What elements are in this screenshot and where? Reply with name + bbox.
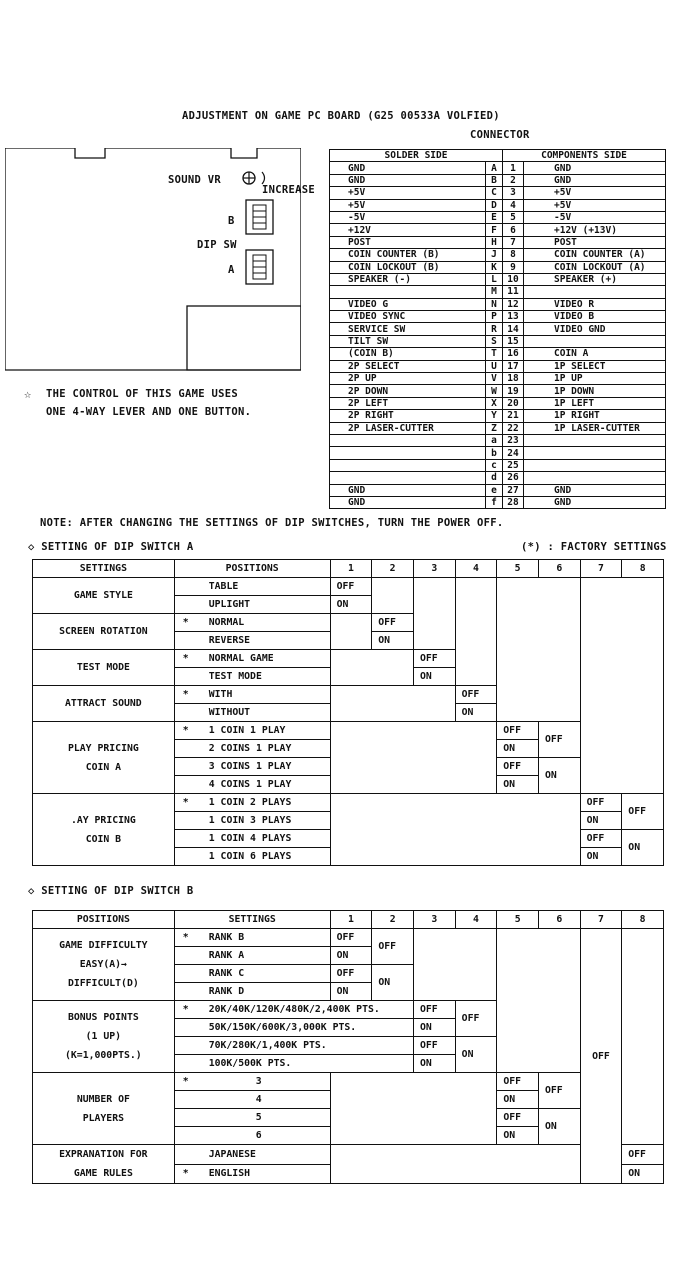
cell-value: OFF	[330, 965, 372, 983]
cell-value: OFF	[413, 650, 455, 668]
cell-value: OFF	[455, 1001, 497, 1037]
component-pin: 6	[503, 224, 524, 236]
solder-side-signal: 2P LASER-CUTTER	[330, 422, 486, 434]
component-pin: 3	[503, 187, 524, 199]
solder-side-signal: SERVICE SW	[330, 323, 486, 335]
cell-value: ON	[455, 704, 497, 722]
solder-side-signal: 2P DOWN	[330, 385, 486, 397]
component-side-signal: VIDEO B	[524, 311, 666, 323]
dip-switch-b-icon	[246, 200, 273, 234]
connector-header-row	[330, 150, 666, 162]
solder-pin: U	[486, 360, 503, 372]
cell-value: ON	[330, 596, 372, 614]
component-pin: 12	[503, 298, 524, 310]
component-pin: 22	[503, 422, 524, 434]
control-note-line1: THE CONTROL OF THIS GAME USES	[46, 388, 239, 400]
solder-pin: Y	[486, 410, 503, 422]
connector-row	[330, 286, 666, 298]
option-coin-a-3: 3 COINS 1 PLAY	[174, 758, 330, 776]
solder-side-signal: 2P RIGHT	[330, 410, 486, 422]
solder-pin: a	[486, 434, 503, 446]
component-pin: 14	[503, 323, 524, 335]
option-coin-b-1: * 1 COIN 2 PLAYS	[174, 794, 330, 812]
solder-pin: H	[486, 236, 503, 248]
cell-value: ON	[538, 1109, 580, 1145]
option-coin-b-4: 1 COIN 6 PLAYS	[174, 848, 330, 866]
solder-side-signal: 2P LEFT	[330, 397, 486, 409]
solder-side-signal: COIN COUNTER (B)	[330, 249, 486, 261]
cell-value: ON	[622, 1164, 664, 1184]
connector-row	[330, 298, 666, 310]
table-row	[33, 794, 664, 812]
table-row	[33, 560, 664, 578]
cell-value: OFF	[372, 614, 414, 632]
cell-value: ON	[497, 740, 539, 758]
component-side-signal: +12V (+13V)	[524, 224, 666, 236]
solder-pin: e	[486, 484, 503, 496]
cell-value: ON	[580, 812, 622, 830]
cell-value: OFF	[580, 929, 622, 1184]
solder-side-signal: POST	[330, 236, 486, 248]
solder-pin: D	[486, 199, 503, 211]
switch-1-header: 1	[330, 911, 372, 929]
option-japanese: JAPANESE	[174, 1145, 330, 1165]
solder-pin: d	[486, 472, 503, 484]
component-pin: 18	[503, 373, 524, 385]
solder-side-signal	[330, 472, 486, 484]
table-row	[33, 578, 664, 596]
component-pin: 16	[503, 348, 524, 360]
switch-7-header: 7	[580, 560, 622, 578]
solder-side-signal: 2P SELECT	[330, 360, 486, 372]
game-style-label: GAME STYLE	[33, 578, 175, 614]
connector-row	[330, 397, 666, 409]
option-rank-c: RANK C	[174, 965, 330, 983]
dip-sw-label: DIP SW	[197, 239, 237, 251]
component-pin: 13	[503, 311, 524, 323]
component-side-signal	[524, 459, 666, 471]
pc-board-diagram	[5, 148, 301, 372]
cell-value: OFF	[497, 1109, 539, 1127]
option-players-5: 5	[174, 1109, 330, 1127]
option-table: TABLE	[174, 578, 330, 596]
solder-pin: J	[486, 249, 503, 261]
solder-pin: E	[486, 211, 503, 223]
option-test-mode: TEST MODE	[174, 668, 330, 686]
connector-row	[330, 249, 666, 261]
cell-value: ON	[455, 1037, 497, 1073]
increase-label: INCREASE	[262, 184, 315, 196]
solder-pin: C	[486, 187, 503, 199]
switch-1-header: 1	[330, 560, 372, 578]
option-coin-a-2: 2 COINS 1 PLAY	[174, 740, 330, 758]
option-coin-a-4: 4 COINS 1 PLAY	[174, 776, 330, 794]
switch-3-header: 3	[414, 911, 456, 929]
option-coin-a-1: * 1 COIN 1 PLAY	[174, 722, 330, 740]
cell-value: ON	[580, 848, 622, 866]
solder-pin: A	[486, 162, 503, 174]
component-side-signal: -5V	[524, 211, 666, 223]
component-side-signal: 1P RIGHT	[524, 410, 666, 422]
solder-pin: F	[486, 224, 503, 236]
solder-side-signal	[330, 286, 486, 298]
cell-value: OFF	[414, 1001, 456, 1019]
dip-switch-a-table	[32, 559, 664, 866]
screen-rotation-label: SCREEN ROTATION	[33, 614, 175, 650]
component-pin: 10	[503, 273, 524, 285]
cell-value: ON	[497, 776, 539, 794]
component-pin: 27	[503, 484, 524, 496]
cell-value: ON	[372, 965, 414, 1001]
solder-pin: Z	[486, 422, 503, 434]
connector-label: CONNECTOR	[470, 129, 530, 141]
solder-side-signal: VIDEO SYNC	[330, 311, 486, 323]
connector-row	[330, 410, 666, 422]
component-side-signal: 1P LASER-CUTTER	[524, 422, 666, 434]
solder-side-signal	[330, 434, 486, 446]
solder-pin: X	[486, 397, 503, 409]
table-row	[33, 929, 664, 947]
switch-8-header: 8	[622, 911, 664, 929]
component-side-signal: GND	[524, 484, 666, 496]
connector-row	[330, 199, 666, 211]
cell-value: OFF	[497, 722, 539, 740]
table-row	[33, 1073, 664, 1091]
solder-pin: N	[486, 298, 503, 310]
cell-value: ON	[413, 668, 455, 686]
solder-pin: T	[486, 348, 503, 360]
cell-value: OFF	[622, 1145, 664, 1165]
component-side-signal: GND	[524, 162, 666, 174]
cell-value: ON	[414, 1055, 456, 1073]
option-players-6: 6	[174, 1127, 330, 1145]
attract-sound-label: ATTRACT SOUND	[33, 686, 175, 722]
connector-row	[330, 162, 666, 174]
option-bonus-1: * 20K/40K/120K/480K/2,400K PTS.	[174, 1001, 413, 1019]
dip-a-section-title: ◇ SETTING OF DIP SWITCH A	[28, 541, 194, 553]
option-reverse: REVERSE	[174, 632, 330, 650]
solder-side-header: SOLDER SIDE	[330, 150, 503, 162]
solder-side-signal: GND	[330, 162, 486, 174]
switch-6-header: 6	[538, 911, 580, 929]
cell-value: ON	[372, 632, 414, 650]
solder-side-signal: TILT SW	[330, 335, 486, 347]
switch-8-header: 8	[622, 560, 664, 578]
solder-side-signal	[330, 459, 486, 471]
connector-row	[330, 261, 666, 273]
option-upright: UPLIGHT	[174, 596, 330, 614]
switch-7-header: 7	[580, 911, 622, 929]
test-mode-label: TEST MODE	[33, 650, 175, 686]
connector-row	[330, 459, 666, 471]
option-bonus-2: 50K/150K/600K/3,000K PTS.	[174, 1019, 413, 1037]
dip-a-label: A	[228, 264, 235, 276]
component-pin: 26	[503, 472, 524, 484]
cell-value: OFF	[497, 1073, 539, 1091]
cell-value: OFF	[414, 1037, 456, 1055]
switch-6-header: 6	[538, 560, 580, 578]
option-players-4: 4	[174, 1091, 330, 1109]
solder-pin: f	[486, 496, 503, 508]
switch-4-header: 4	[455, 911, 497, 929]
diamond-outline-icon: ◇	[28, 885, 42, 897]
cell-value: OFF	[497, 758, 539, 776]
solder-side-signal: (COIN B)	[330, 348, 486, 360]
page-title: ADJUSTMENT ON GAME PC BOARD (G25 00533A VOLFIED)	[182, 110, 500, 122]
coin-a-label: PLAY PRICING COIN A	[33, 722, 175, 794]
option-without: WITHOUT	[174, 704, 330, 722]
settings-header: SETTINGS	[174, 911, 330, 929]
solder-side-signal: GND	[330, 484, 486, 496]
dip-switch-a-icon	[246, 250, 273, 284]
diamond-outline-icon: ◇	[28, 541, 42, 553]
table-row	[33, 911, 664, 929]
cell-value: ON	[414, 1019, 456, 1037]
connector-row	[330, 434, 666, 446]
solder-side-signal: +5V	[330, 187, 486, 199]
component-pin: 24	[503, 447, 524, 459]
option-normal-game: * NORMAL GAME	[174, 650, 330, 668]
component-pin: 25	[503, 459, 524, 471]
component-pin: 1	[503, 162, 524, 174]
option-rank-a: RANK A	[174, 947, 330, 965]
connector-row	[330, 273, 666, 285]
component-side-signal: GND	[524, 496, 666, 508]
component-side-signal: 1P SELECT	[524, 360, 666, 372]
table-row	[33, 722, 664, 740]
solder-pin: W	[486, 385, 503, 397]
component-pin: 8	[503, 249, 524, 261]
component-side-signal: +5V	[524, 199, 666, 211]
option-with: * WITH	[174, 686, 330, 704]
option-bonus-3: 70K/280K/1,400K PTS.	[174, 1037, 413, 1055]
component-pin: 9	[503, 261, 524, 273]
component-side-signal	[524, 286, 666, 298]
option-rank-b: * RANK B	[174, 929, 330, 947]
component-side-signal: VIDEO R	[524, 298, 666, 310]
connector-row	[330, 496, 666, 508]
component-pin: 28	[503, 496, 524, 508]
solder-pin: S	[486, 335, 503, 347]
solder-side-signal: GND	[330, 496, 486, 508]
connector-row	[330, 484, 666, 496]
switch-3-header: 3	[413, 560, 455, 578]
switch-2-header: 2	[372, 560, 414, 578]
component-pin: 17	[503, 360, 524, 372]
cell-value: ON	[330, 947, 372, 965]
switch-5-header: 5	[497, 911, 539, 929]
connector-row	[330, 385, 666, 397]
component-side-signal: COIN LOCKOUT (A)	[524, 261, 666, 273]
cell-value: OFF	[580, 830, 622, 848]
option-english: * ENGLISH	[174, 1164, 330, 1184]
component-side-signal: 1P UP	[524, 373, 666, 385]
option-coin-b-2: 1 COIN 3 PLAYS	[174, 812, 330, 830]
solder-side-signal: +5V	[330, 199, 486, 211]
connector-row	[330, 335, 666, 347]
solder-pin: b	[486, 447, 503, 459]
component-pin: 19	[503, 385, 524, 397]
switch-2-header: 2	[372, 911, 414, 929]
settings-header: SETTINGS	[33, 560, 175, 578]
component-side-signal	[524, 472, 666, 484]
solder-side-signal: COIN LOCKOUT (B)	[330, 261, 486, 273]
component-pin: 21	[503, 410, 524, 422]
bonus-points-label: BONUS POINTS (1 UP) (K=1,000PTS.)	[33, 1001, 175, 1073]
component-pin: 2	[503, 174, 524, 186]
dip-switch-b-table	[32, 910, 664, 1184]
component-pin: 5	[503, 211, 524, 223]
component-side-signal	[524, 335, 666, 347]
connector-row	[330, 174, 666, 186]
cell-value: ON	[538, 758, 580, 794]
solder-pin: P	[486, 311, 503, 323]
component-side-signal: VIDEO GND	[524, 323, 666, 335]
positions-header: POSITIONS	[33, 911, 175, 929]
solder-pin: V	[486, 373, 503, 385]
connector-row	[330, 236, 666, 248]
switch-4-header: 4	[455, 560, 497, 578]
component-side-signal: SPEAKER (+)	[524, 273, 666, 285]
cell-value: OFF	[538, 722, 580, 758]
solder-pin: M	[486, 286, 503, 298]
game-rules-label: EXPRANATION FOR GAME RULES	[33, 1145, 175, 1184]
component-pin: 15	[503, 335, 524, 347]
solder-side-signal: SPEAKER (-)	[330, 273, 486, 285]
cell-value: OFF	[330, 929, 372, 947]
connector-row	[330, 187, 666, 199]
option-players-3: * 3	[174, 1073, 330, 1091]
component-pin: 4	[503, 199, 524, 211]
connector-table	[329, 149, 666, 509]
component-pin: 11	[503, 286, 524, 298]
cell-value: OFF	[330, 578, 372, 596]
components-side-header: COMPONENTS SIDE	[503, 150, 666, 162]
connector-row	[330, 422, 666, 434]
cell-value: ON	[497, 1091, 539, 1109]
positions-header: POSITIONS	[174, 560, 330, 578]
solder-side-signal: GND	[330, 174, 486, 186]
connector-row	[330, 447, 666, 459]
game-difficulty-label: GAME DIFFICULTY EASY(A)→ DIFFICULT(D)	[33, 929, 175, 1001]
cell-value: ON	[622, 830, 664, 866]
power-off-note: NOTE: AFTER CHANGING THE SETTINGS OF DIP SWITCHES, TURN THE POWER OFF.	[40, 517, 504, 529]
option-rank-d: RANK D	[174, 983, 330, 1001]
coin-b-label: .AY PRICING COIN B	[33, 794, 175, 866]
cell-value: ON	[330, 983, 372, 1001]
connector-row	[330, 211, 666, 223]
cell-value: ON	[497, 1127, 539, 1145]
sound-vr-label: SOUND VR	[168, 174, 221, 186]
cell-value: OFF	[580, 794, 622, 812]
component-side-signal	[524, 434, 666, 446]
connector-row	[330, 360, 666, 372]
component-side-signal: GND	[524, 174, 666, 186]
connector-row	[330, 348, 666, 360]
solder-pin: R	[486, 323, 503, 335]
option-coin-b-3: 1 COIN 4 PLAYS	[174, 830, 330, 848]
connector-row	[330, 472, 666, 484]
control-note-line2: ONE 4-WAY LEVER AND ONE BUTTON.	[46, 406, 252, 418]
connector-row	[330, 311, 666, 323]
component-side-signal: 1P DOWN	[524, 385, 666, 397]
sound-vr-icon	[243, 172, 265, 184]
connector-row	[330, 224, 666, 236]
connector-row	[330, 323, 666, 335]
switch-5-header: 5	[497, 560, 539, 578]
connector-row	[330, 373, 666, 385]
solder-pin: c	[486, 459, 503, 471]
star-outline-icon: ☆	[24, 387, 32, 401]
number-of-players-label: NUMBER OF PLAYERS	[33, 1073, 175, 1145]
component-side-signal	[524, 447, 666, 459]
table-row	[33, 1145, 664, 1165]
solder-pin: L	[486, 273, 503, 285]
component-side-signal: COIN COUNTER (A)	[524, 249, 666, 261]
component-side-signal: 1P LEFT	[524, 397, 666, 409]
solder-side-signal	[330, 447, 486, 459]
solder-side-signal: VIDEO G	[330, 298, 486, 310]
component-pin: 20	[503, 397, 524, 409]
solder-side-signal: 2P UP	[330, 373, 486, 385]
cell-value: OFF	[372, 929, 414, 965]
solder-pin: B	[486, 174, 503, 186]
solder-side-signal: -5V	[330, 211, 486, 223]
cell-value: OFF	[455, 686, 497, 704]
solder-pin: K	[486, 261, 503, 273]
component-pin: 7	[503, 236, 524, 248]
solder-side-signal: +12V	[330, 224, 486, 236]
component-pin: 23	[503, 434, 524, 446]
dip-b-section-title: ◇ SETTING OF DIP SWITCH B	[28, 885, 194, 897]
option-normal: * NORMAL	[174, 614, 330, 632]
component-side-signal: +5V	[524, 187, 666, 199]
component-side-signal: POST	[524, 236, 666, 248]
dip-b-label: B	[228, 215, 235, 227]
cell-value: OFF	[622, 794, 664, 830]
component-side-signal: COIN A	[524, 348, 666, 360]
option-bonus-4: 100K/500K PTS.	[174, 1055, 413, 1073]
cell-value: OFF	[538, 1073, 580, 1109]
factory-settings-note: (*) : FACTORY SETTINGS	[521, 541, 667, 553]
